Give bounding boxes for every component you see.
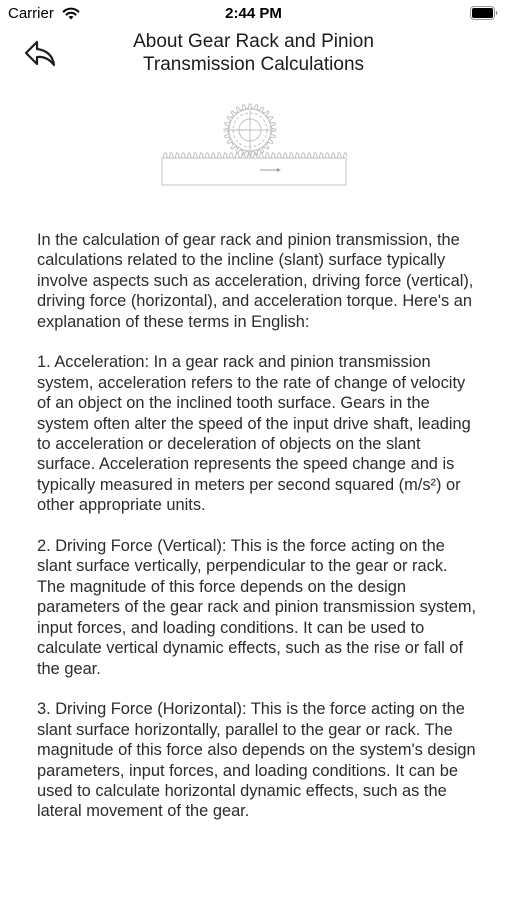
paragraph-driving-force-horizontal: 3. Driving Force (Horizontal): This is the force acting on the slant surface horizontally, parallel to the gear or rack. The magnitude of this force also depends on the system's design parameters, input forces, and loading conditions. It can be used to calculate horizontal dynamic effects, such as the lateral movement of the gear. [37,700,476,821]
page-title [90,30,417,76]
battery-icon [470,6,498,20]
page-title-line-1: About Gear Rack and Pinion [133,31,374,52]
paragraph-acceleration: 1. Acceleration: In a gear rack and pinion transmission system, acceleration refers to the rate of change of velocity of an object on the inclined tooth surface. Gears in the system often alter the speed of the input drive shaft, leading to acceleration or deceleration of objects on the slant surface. Acceleration represents the speed change and is typically measured in meters per second squared (m/s²) or other appropriate units. [37,353,471,515]
back-button[interactable] [20,36,60,72]
carrier-label: Carrier [8,5,54,22]
reply-arrow-icon [23,39,57,69]
clock-label: 2:44 PM [225,5,282,22]
paragraph-driving-force-vertical: 2. Driving Force (Vertical): This is the force acting on the slant surface vertically, perpendicular to the gear or rack. The magnitude of this force depends on the design parameters of the gear rack and pinion transmission system, input forces, and loading conditions. It can be used to calculate vertical dynamic effects, such as the rise or fall of the gear. [37,537,477,678]
gear-rack-pinion-diagram [161,100,347,188]
article-body [37,230,477,842]
page-title-line-2: Transmission Calculations [142,54,365,75]
paragraph-intro: In the calculation of gear rack and pinion transmission, the calculations related to the incline (slant) surface typically involve aspects such as acceleration, driving force (vertical), driving force (horizontal), and acceleration torque. Here's an explanation of these terms in English: [37,231,474,331]
status-bar [0,0,507,28]
navigation-bar [0,28,507,80]
